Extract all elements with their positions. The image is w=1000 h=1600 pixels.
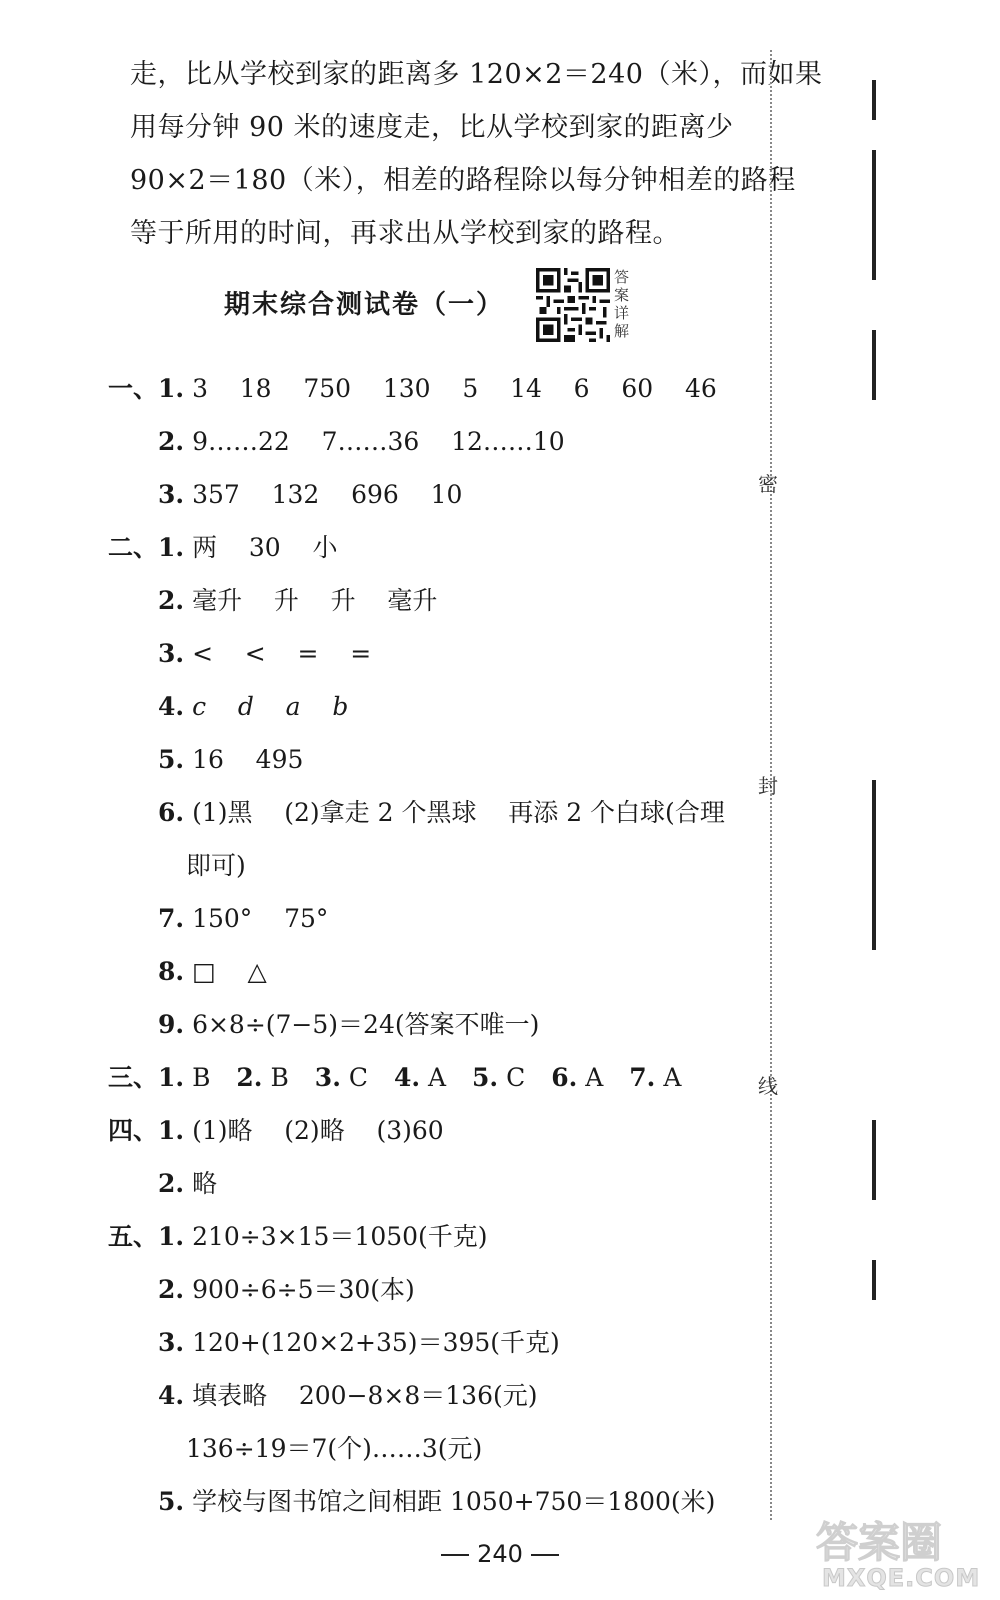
question-number: 3. — [158, 639, 185, 668]
list-item — [108, 733, 768, 786]
section-label: 一、 — [108, 374, 159, 403]
question-number: 5. — [158, 1487, 185, 1516]
question-number: 4. — [158, 1381, 185, 1410]
list-item — [108, 1157, 768, 1210]
watermark-text: 答案圈 — [816, 1518, 943, 1567]
question-number: 6. — [551, 1063, 578, 1092]
question-number: 1. — [158, 374, 185, 403]
question-number: 3. — [158, 1328, 185, 1357]
question-number: 2. — [236, 1063, 263, 1092]
intro-paragraph — [130, 48, 823, 260]
question-number: 7. — [158, 904, 185, 933]
list-item — [108, 1422, 768, 1475]
answer-text: c d a b — [192, 692, 349, 721]
answer-text: 136÷19＝7(个)……3(元) — [186, 1434, 483, 1463]
answer-text: 毫升 升 升 毫升 — [192, 586, 438, 615]
answer-text: □ △ — [192, 957, 267, 986]
answer-text: C — [348, 1063, 368, 1092]
answer-text: 210÷3×15＝1050(千克) — [192, 1222, 488, 1251]
list-item — [108, 521, 768, 574]
page-edge-mark — [872, 1260, 876, 1300]
binding-char-mi: 密 — [758, 472, 778, 496]
watermark-logo — [816, 1510, 996, 1596]
list-item — [108, 627, 768, 680]
answer-text: 150° 75° — [192, 904, 329, 933]
answer-text: 即可) — [186, 851, 246, 880]
qr-label: 答案详解 — [614, 268, 630, 340]
section-label: 五、 — [108, 1222, 159, 1251]
answer-list — [108, 362, 768, 1528]
list-item — [108, 680, 768, 733]
answer-text: A — [663, 1063, 682, 1092]
intro-line: 等于所用的时间，再求出从学校到家的路程。 — [130, 218, 680, 249]
list-item — [108, 1369, 768, 1422]
answer-text: (1)略 (2)略 (3)60 — [192, 1116, 444, 1145]
list-item — [108, 892, 768, 945]
list-item — [108, 945, 768, 998]
question-number: 1. — [158, 1116, 185, 1145]
intro-line: 90×2＝180（米），相差的路程除以每分钟相差的路程 — [130, 165, 796, 196]
answer-text: 学校与图书馆之间相距 1050+750＝1800(米) — [192, 1487, 716, 1516]
answer-text: 9……22 7……36 12……10 — [192, 427, 565, 456]
answer-text: 略 — [192, 1169, 218, 1198]
question-number: 4. — [393, 1063, 421, 1092]
binding-char-feng: 封 — [758, 774, 778, 798]
answer-text: 357 132 696 10 — [192, 480, 463, 509]
question-number: 3. — [158, 480, 185, 509]
watermark-url: MXQE.COM — [822, 1564, 981, 1592]
question-number: 2. — [158, 586, 185, 615]
question-number: 9. — [158, 1010, 185, 1039]
question-number: 8. — [158, 957, 185, 986]
section-label: 三、 — [108, 1063, 159, 1092]
answer-text: 6×8÷(7−5)＝24(答案不唯一) — [192, 1010, 540, 1039]
answer-text: 16 495 — [192, 745, 304, 774]
list-item — [108, 1475, 768, 1528]
answer-text: < < = = — [192, 639, 372, 668]
page-edge-mark — [872, 80, 876, 120]
page-edge-mark — [872, 780, 876, 950]
question-number: 5. — [158, 745, 185, 774]
list-item — [108, 786, 768, 839]
answer-text: A — [585, 1063, 604, 1092]
list-item — [108, 998, 768, 1051]
section-label: 四、 — [108, 1116, 159, 1145]
list-item — [108, 362, 768, 415]
list-item — [108, 574, 768, 627]
page-number-text: 240 — [477, 1540, 523, 1568]
list-item — [108, 1263, 768, 1316]
question-number: 2. — [158, 1169, 185, 1198]
question-number: 3. — [314, 1063, 341, 1092]
list-item — [108, 1104, 768, 1157]
list-item — [108, 1316, 768, 1369]
binding-char-xian: 线 — [758, 1074, 778, 1098]
list-item — [108, 415, 768, 468]
question-number: 2. — [158, 1275, 185, 1304]
answer-text: 两 30 小 — [192, 533, 338, 562]
answer-text: (1)黑 (2)拿走 2 个黑球 再添 2 个白球(合理 — [192, 798, 725, 827]
list-item — [108, 1051, 768, 1104]
answer-text: C — [506, 1063, 526, 1092]
answer-text: 3 18 750 130 5 14 6 60 46 — [192, 374, 717, 403]
answer-text: B — [270, 1063, 289, 1092]
intro-line: 用每分钟 90 米的速度走，比从学校到家的距离少 — [130, 112, 734, 143]
question-number: 1. — [158, 1222, 185, 1251]
answer-text: 900÷6÷5＝30(本) — [192, 1275, 415, 1304]
dash-decoration — [441, 1554, 469, 1556]
answer-text: B — [192, 1063, 211, 1092]
question-number: 6. — [158, 798, 185, 827]
question-number: 7. — [629, 1063, 656, 1092]
section-label: 二、 — [108, 533, 159, 562]
list-item — [108, 468, 768, 521]
page-edge-mark — [872, 330, 876, 400]
question-number: 1. — [158, 533, 185, 562]
question-number: 4. — [158, 692, 185, 721]
section-title: 期末综合测试卷（一） — [224, 290, 505, 320]
qr-code-icon — [536, 268, 610, 342]
question-number: 2. — [158, 427, 185, 456]
intro-line: 走，比从学校到家的距离多 120×2＝240（米），而如果 — [130, 59, 823, 90]
answer-text: 120+(120×2+35)＝395(千克) — [192, 1328, 560, 1357]
list-item — [108, 1210, 768, 1263]
page-edge-mark — [872, 150, 876, 280]
list-item — [108, 839, 768, 892]
page-edge-mark — [872, 1120, 876, 1200]
answer-text: A — [428, 1063, 447, 1092]
dash-decoration — [531, 1554, 559, 1556]
answer-text: 填表略 200−8×8＝136(元) — [192, 1381, 538, 1410]
question-number: 5. — [472, 1063, 499, 1092]
question-number: 1. — [158, 1063, 185, 1092]
